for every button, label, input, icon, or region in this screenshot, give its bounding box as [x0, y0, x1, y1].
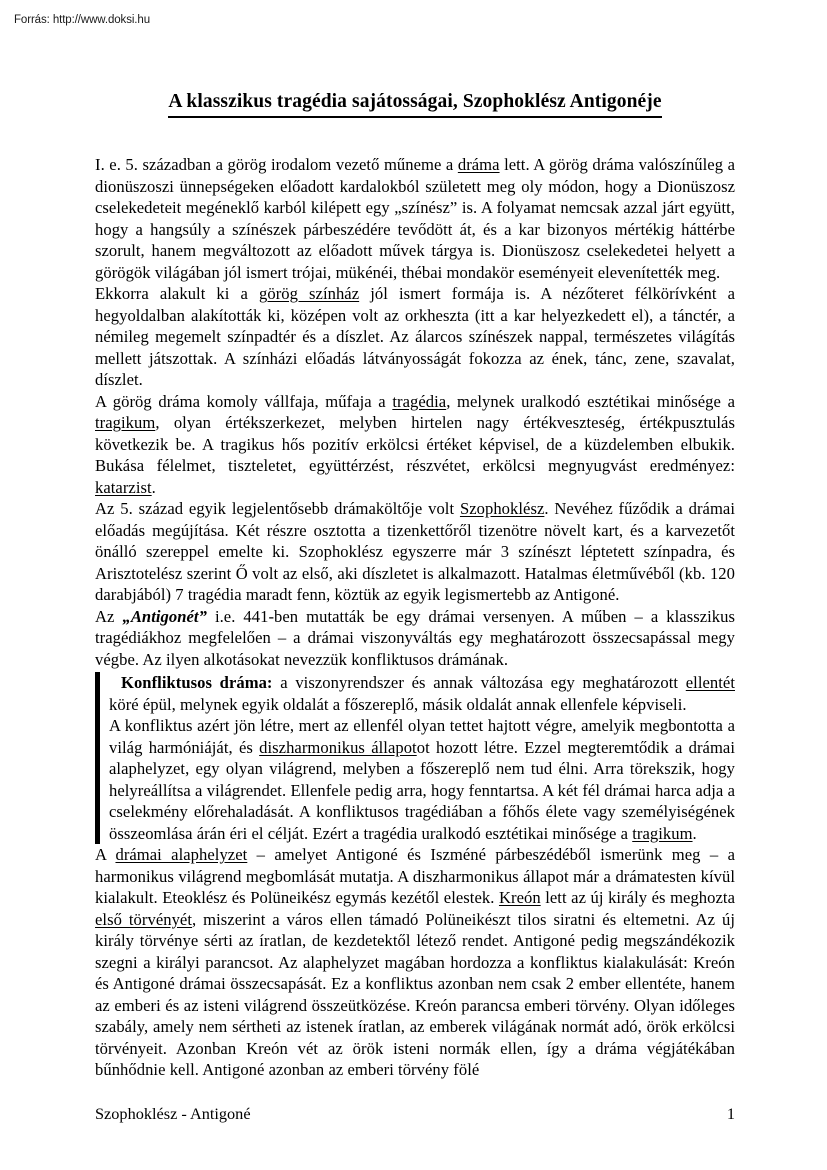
keyword-szophoklesz: Szophoklész: [459, 499, 545, 519]
keyword-drama: dráma: [457, 155, 500, 175]
text-run: , miszerint a város ellen támadó Polüneikészt tilos siratni és eltemetni. Az új király törvénye sérti az íratlan, de kezdetektől létező rendet. Antigoné pedig megszándékozik szegni a királyi parancsot. Az alaphelyzet magában hordozza a konfliktus kialakulását: Kreón és Antigoné drámai összecsapását. Ez a konfliktus azonban nem csak 2 ember ellentéte, hanem az emberi és az isteni világrend összeütközése. Kreón parancsa emberi törvény. Olyan időleges szabály, amely nem sértheti az istenek íratlan, az emberek világának normát adó, örök erkölcsi törvényeit. Azonban Kreón vét az örök isteni normák ellen, így a dráma végjátékában bűnhődnie kell. Antigoné azonban az emberi törvény fölé: [95, 909, 735, 1080]
keyword-dramai-alaphelyzet: drámai alaphelyzet: [115, 845, 248, 865]
paragraph-conflict-drama-definition: [109, 672, 735, 715]
keyword-diszharmonikus-allapot: diszharmonikus állapot: [259, 737, 417, 757]
text-run: i.e. 441-ben mutatták be egy drámai versenyen. A műben – a klasszikus tragédiákhoz megfelelően – a drámai viszonyváltás egy meghatározott összecsapással megy végbe. Az ilyen alkotásokat nevezzük konfliktusos drámának.: [95, 606, 735, 669]
paragraph-conflict-explanation: [109, 715, 735, 844]
text-run: köré épül, melynek egyik oldalát a főszereplő, másik oldalát annak ellenfele képviseli.: [109, 694, 687, 714]
work-title-antigone: „Antigonét”: [122, 606, 207, 626]
keyword-katarzis: katarzist: [95, 477, 152, 497]
document-body: [95, 90, 735, 1081]
text-run: . Nevéhez fűződik a drámai előadás megújítása. Két részre osztotta a tizenkettőről tizenötre növelt kart, és a karvezetőt önálló szereppel emelte ki. Szophoklész egyszerre már 3 színészt léptetett színpadra, és Arisztotelész szerint Ő volt az első, aki díszletet is alkalmazott. Hatalmas életművéből (kb. 120 darabjából) 7 tragédia maradt fenn, köztük az egyik legismertebb az Antigoné.: [95, 499, 735, 605]
text-run: Az: [95, 606, 123, 626]
paragraph-greek-theatre: [95, 283, 735, 391]
keyword-elso-torvenyet: első törvényét: [95, 909, 192, 929]
text-run: Ekkorra alakult ki a: [95, 284, 259, 304]
text-run: a viszonyrendszer és annak változása egy meghatározott: [272, 673, 686, 693]
page-footer: [95, 1104, 735, 1124]
keyword-kreon: Kreón: [498, 888, 541, 908]
footer-page-number: 1: [726, 1104, 735, 1123]
paragraph-dramatic-situation: [95, 844, 735, 1081]
paragraph-greek-drama-origin: [95, 154, 735, 283]
text-run: – amelyet Antigoné és Iszméné párbeszédéből ismerünk meg – a harmonikus világrend megbomlását mutatja. A diszharmonikus állapot már a drámatesten kívül kialakult. Eteoklész és Polüneikész egymás kezétől elestek.: [95, 845, 735, 908]
text-run: A: [95, 845, 116, 865]
keyword-tragedia: tragédia: [392, 391, 447, 411]
text-run: jól ismert formája is. A nézőteret félkörívként a hegyoldalban alakították ki, középen volt az orkheszta (itt a kar helyezkedett el), a tánctér, a némileg megemelt színpadtér és a díszlet. Az álarcos színészek nappal, természetes világítás mellett játszottak. A színházi előadás látványosságát fokozza az ének, tánc, zene, szavalat, díszlet.: [95, 284, 735, 390]
text-run: A konfliktus azért jön létre, mert az ellenfél olyan tettet hajtott végre, amelyik megbontotta a világ harmóniáját, és: [109, 716, 735, 757]
keyword-ellentet: ellentét: [685, 673, 735, 693]
text-run: , melynek uralkodó esztétikai minősége a: [446, 391, 735, 411]
text-run: , olyan értékszerkezet, melyben hirtelen nagy értékveszteség, értékpusztulás következik be. A tragikus hős pozitív erkölcsi értéket képvisel, de a küzdelemben elbukik. Bukása félelmet, tiszteletet, együttérzést, részvétet, erkölcsi megnyugvást eredményez:: [95, 413, 735, 476]
text-run: lett. A görög dráma valószínűleg a dionüszoszi ünnepségeken előadott kardalokból született meg oly módon, hogy a Dionüszosz cselekedeteit megéneklő karból kilépett egy „színész” is. A folyamat nemcsak azzal járt együtt, hogy a hangsúly a színészek párbeszédére tevődött át, és a kar bizonyos mértékig háttérbe szorult, hanem megváltozott az előadott művek tárgya is. Dionüszosz cselekedetei helyett a görögök világában jól ismert trójai, mükénéi, thébai mondakör eseményeit elevenítették meg.: [95, 155, 735, 282]
keyword-tragikum: tragikum: [95, 413, 156, 433]
paragraph-antigone-premiere: [95, 606, 735, 671]
term-konfliktusos-drama: Konfliktusos dráma:: [121, 673, 273, 693]
callout-conflict-drama: [95, 672, 735, 844]
page-title-text: A klasszikus tragédia sajátosságai, Szophoklész Antigonéje: [168, 90, 661, 118]
page-title: [95, 90, 735, 118]
text-run: lett az új király és meghozta: [540, 888, 735, 908]
keyword-greek-theatre: görög színház: [259, 284, 360, 304]
footer-title: Szophoklész - Antigoné: [95, 1104, 251, 1123]
text-run: Az 5. század egyik legjelentősebb drámaköltője volt: [95, 499, 460, 519]
keyword-tragikum-2: tragikum: [632, 823, 693, 843]
page-header-source: Forrás: http://www.doksi.hu: [14, 14, 150, 26]
text-run: A görög dráma komoly vállfaja, műfaja a: [95, 391, 393, 411]
paragraph-sophocles: [95, 498, 735, 606]
text-run: .: [151, 477, 156, 497]
text-run: .: [692, 823, 697, 843]
text-run: ot hozott létre. Ezzel megteremtődik a drámai alaphelyzet, egy olyan világrend, melyben a főszereplő nem tud élni. Arra törekszik, hogy helyreállítsa a világrendet. Ellenfele pedig arra, hogy fenntartsa. A két fél drámai harca adja a cselekmény előrehaladását. A konfliktusos tragédiában a főhős élete vagy személyiségének összeomlása árán éri el célját. Ezért a tragédia uralkodó esztétikai minősége a: [109, 737, 736, 843]
paragraph-tragedy-definition: [95, 391, 735, 499]
text-run: I. e. 5. században a görög irodalom vezető műneme a: [95, 155, 458, 175]
